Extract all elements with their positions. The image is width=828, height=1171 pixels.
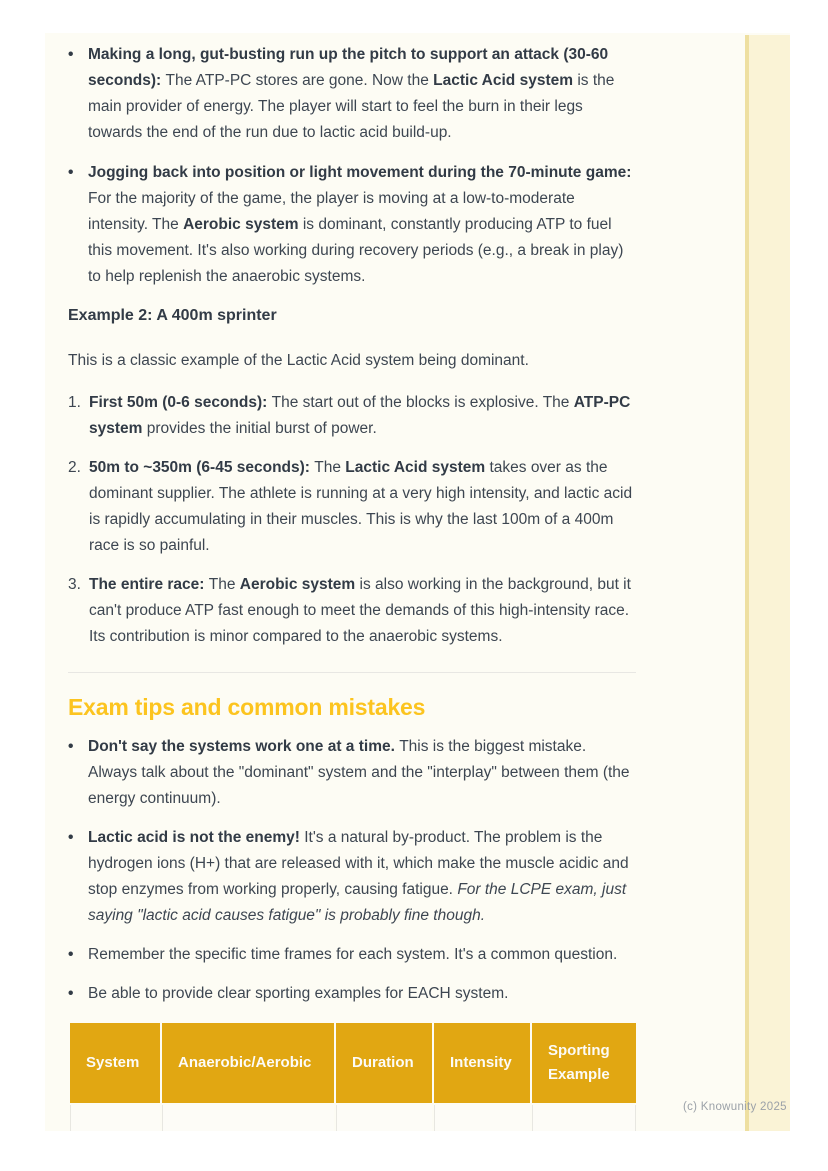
bullet-text: Making a long, gut-busting run up the pitch to support an attack (30-60 seconds): The ATP-PC stores are gone. Now the Lactic Acid system is the main provider of energy. The player will start to feel the burn in their legs towards the end of the run due to lactic acid build-up. [88,46,615,141]
bullet-marker: • [68,829,74,846]
table-cell-empty [70,1105,160,1131]
page-content [68,42,636,1131]
item-number: 2. [68,459,81,476]
column-header-intensity: Intensity [434,1023,530,1103]
item-number: 1. [68,394,81,411]
table-row [70,1105,636,1131]
example2-heading: Example 2: A 400m sprinter [68,307,277,324]
bullet-text: Be able to provide clear sporting examples for EACH system. [88,985,509,1002]
bullet-marker: • [68,946,74,963]
numbered-item [68,572,636,650]
bullet-item [68,42,636,146]
column-header-anaerobic-aerobic: Anaerobic/Aerobic [162,1023,334,1103]
numbered-item-text: The entire race: The Aerobic system is also working in the background, but it can't produce ATP fast enough to meet the demands of this high-intensity race. Its contribution is minor compared to the anaerobic systems. [89,576,631,645]
numbered-item-text: First 50m (0-6 seconds): The start out of the blocks is explosive. The ATP-PC system provides the initial burst of power. [89,394,631,437]
energy-systems-table [68,1021,638,1131]
bullet-text: Remember the specific time frames for each system. It's a common question. [88,946,618,963]
example2-intro: This is a classic example of the Lactic Acid system being dominant. [68,352,529,369]
section-divider [68,672,636,673]
numbered-item [68,390,636,442]
bullet-item [68,942,636,968]
numbered-item-text: 50m to ~350m (6-45 seconds): The Lactic Acid system takes over as the dominant supplier. The athlete is running at a very high intensity, and lactic acid is rapidly accumulating in their muscles. This is why the last 100m of a 400m race is so painful. [89,459,633,554]
column-header-sporting-example: Sporting Example [532,1023,636,1103]
bullet-item [68,734,636,812]
table-cell-empty [532,1105,636,1131]
item-number: 3. [68,576,81,593]
bullet-text: Lactic acid is not the enemy! It's a natural by-product. The problem is the hydrogen ions (H+) that are released with it, which make the muscle acidic and stop enzymes from working properly, causing fatigue. For the LCPE exam, just saying "lactic acid causes fatigue" is probably fine though. [88,829,629,924]
exam-tips-heading: Exam tips and common mistakes [68,694,426,720]
bullet-marker: • [68,46,74,63]
table-cell-empty [434,1105,530,1131]
bullet-item [68,981,636,1007]
table-cell-empty [336,1105,432,1131]
page-card [45,33,790,1131]
column-header-duration: Duration [336,1023,432,1103]
numbered-item [68,455,636,559]
bullet-text: Don't say the systems work one at a time. This is the biggest mistake. Always talk about the "dominant" system and the "interplay" between them (the energy continuum). [88,738,630,807]
bullet-item [68,825,636,929]
table-header-row [70,1023,636,1103]
bullet-marker: • [68,164,74,181]
column-header-system: System [70,1023,160,1103]
copyright-watermark: (c) Knowunity 2025 [683,1101,787,1113]
bullet-item [68,160,636,290]
bullet-marker: • [68,985,74,1002]
intro-bullet-list [68,42,636,290]
exam-tips-list [68,734,636,1007]
table-cell-empty [162,1105,334,1131]
page-edge-accent [745,35,790,1131]
bullet-text: Jogging back into position or light movement during the 70-minute game: For the majority of the game, the player is moving at a low-to-moderate intensity. The Aerobic system is dominant, constantly producing ATP to fuel this movement. It's also working during recovery periods (e.g., a break in play) to help replenish the anaerobic systems. [88,164,632,285]
example2-numbered-list [68,390,636,650]
bullet-marker: • [68,738,74,755]
